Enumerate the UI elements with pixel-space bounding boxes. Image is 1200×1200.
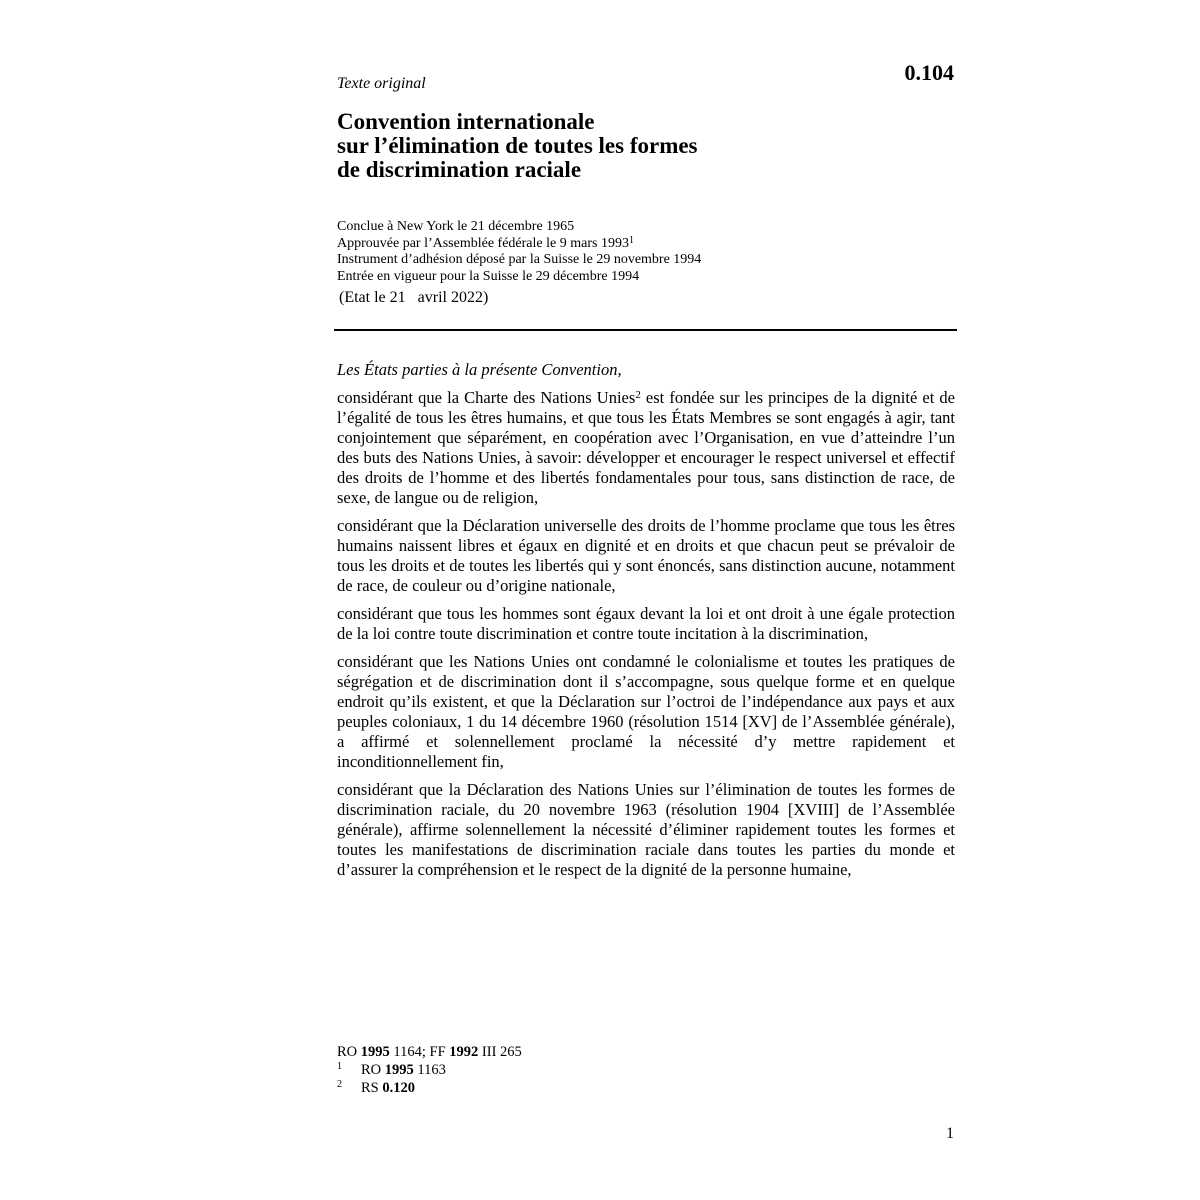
title-line: de discrimination raciale — [337, 157, 582, 182]
source-ff-rest: III 265 — [478, 1044, 522, 1060]
preamble-intro: Les États parties à la présente Convention, — [337, 360, 622, 379]
title-line: Convention internationale — [337, 109, 595, 134]
footnote-ref-2[interactable]: 2 — [635, 389, 641, 401]
footnote-prefix: RO — [361, 1062, 385, 1078]
source-ro-year: 1995 — [360, 1044, 390, 1060]
footnote-prefix: RS — [361, 1080, 383, 1096]
entry-into-force-line: Entrée en vigueur pour la Suisse le 29 décembre 1994 — [337, 268, 640, 284]
paragraph-text: considérant que la Charte des Nations Unies — [337, 388, 636, 407]
original-text-label: Texte original — [337, 75, 426, 92]
source-ff-year: 1992 — [449, 1044, 479, 1060]
footnote-2: 2 RS 0.120 — [337, 1079, 415, 1096]
header-divider — [334, 329, 957, 331]
sr-number: 0.104 — [904, 60, 954, 85]
preamble-paragraph: considérant que la Déclaration universelle des droits de l’homme proclame que tous les êtres humains naissent libres et égaux en dignité et en droits et que chacun peut se prévaloir de tous les droits et de toutes les libertés qui y sont énoncés, sans distinction aucune, notamment de race, de couleur ou d’origine nationale, — [337, 516, 955, 595]
preamble-paragraph: considérant que tous les hommes sont égaux devant la loi et ont droit à une égale protection de la loi contre toute discrimination et contre toute incitation à la discrimination, — [337, 604, 955, 643]
adoption-metadata — [337, 219, 701, 285]
footnotes — [337, 1043, 522, 1097]
source-ro-prefix: RO — [337, 1044, 361, 1060]
footnote-ref-1[interactable]: 1 — [628, 234, 634, 246]
concluded-line: Conclue à New York le 21 décembre 1965 — [337, 219, 575, 234]
footnote-1: 1 RO 1995 1163 — [337, 1061, 446, 1078]
preamble-paragraph — [337, 388, 955, 508]
title-line: sur l’élimination de toutes les formes — [337, 133, 698, 158]
footnote-page: 1163 — [413, 1062, 446, 1078]
source-reference — [337, 1043, 522, 1061]
document-title — [337, 110, 957, 182]
instrument-line: Instrument d’adhésion déposé par la Suisse le 29 novembre 1994 — [337, 252, 702, 267]
preamble-paragraph: considérant que les Nations Unies ont condamné le colonialisme et toutes les pratiques de ségrégation et de discrimination dont il s’accompagne, sous quelque forme et en quelque endroit qu’ils existent, et que la Déclaration sur l’octroi de l’indépendance aux pays et aux peuples coloniaux, 1 du 14 décembre 1960 (résolution 1514 [XV] de l’Assemblée générale), a affirmé et solennellement proclamé la nécessité d’y mettre rapidement et inconditionnellement fin, — [337, 652, 955, 771]
approved-text: Approuvée par l’Assemblée fédérale le 9 mars 1993 — [337, 235, 629, 251]
source-ro-page: 1164; FF — [389, 1044, 450, 1060]
preamble — [337, 360, 955, 888]
footnote-ref-number: 0.120 — [382, 1080, 415, 1096]
page-number: 1 — [946, 1125, 954, 1142]
footnote-year: 1995 — [384, 1062, 414, 1078]
state-date: (Etat le 21 avril 2022) — [339, 289, 489, 306]
preamble-paragraph: considérant que la Déclaration des Nations Unies sur l’élimination de toutes les formes de discrimination raciale, du 20 novembre 1963 (résolution 1904 [XVIII] de l’Assemblée générale), affirme solennellement la nécessité d’éliminer rapidement toutes les formes et toutes les manifestations de discrimination raciale dans toutes les parties du monde et d’assurer la compréhension et le respect de la dignité de la personne humaine, — [337, 780, 955, 879]
document-page — [337, 0, 957, 1200]
paragraph-text: est fondée sur les principes de la dignité et de l’égalité de tous les êtres humains, et que tous les États Membres se sont engagés à agir, tant conjointement que séparément, en coopération avec l’Organisation, en vue d’atteindre l’un des buts des Nations Unies, à savoir: développer et encourager le respect universel et effectif des droits de l’homme et des libertés fondamentales pour tous, sans distinction de race, de sexe, de langue ou de religion, — [337, 388, 955, 507]
approved-line — [337, 236, 701, 253]
